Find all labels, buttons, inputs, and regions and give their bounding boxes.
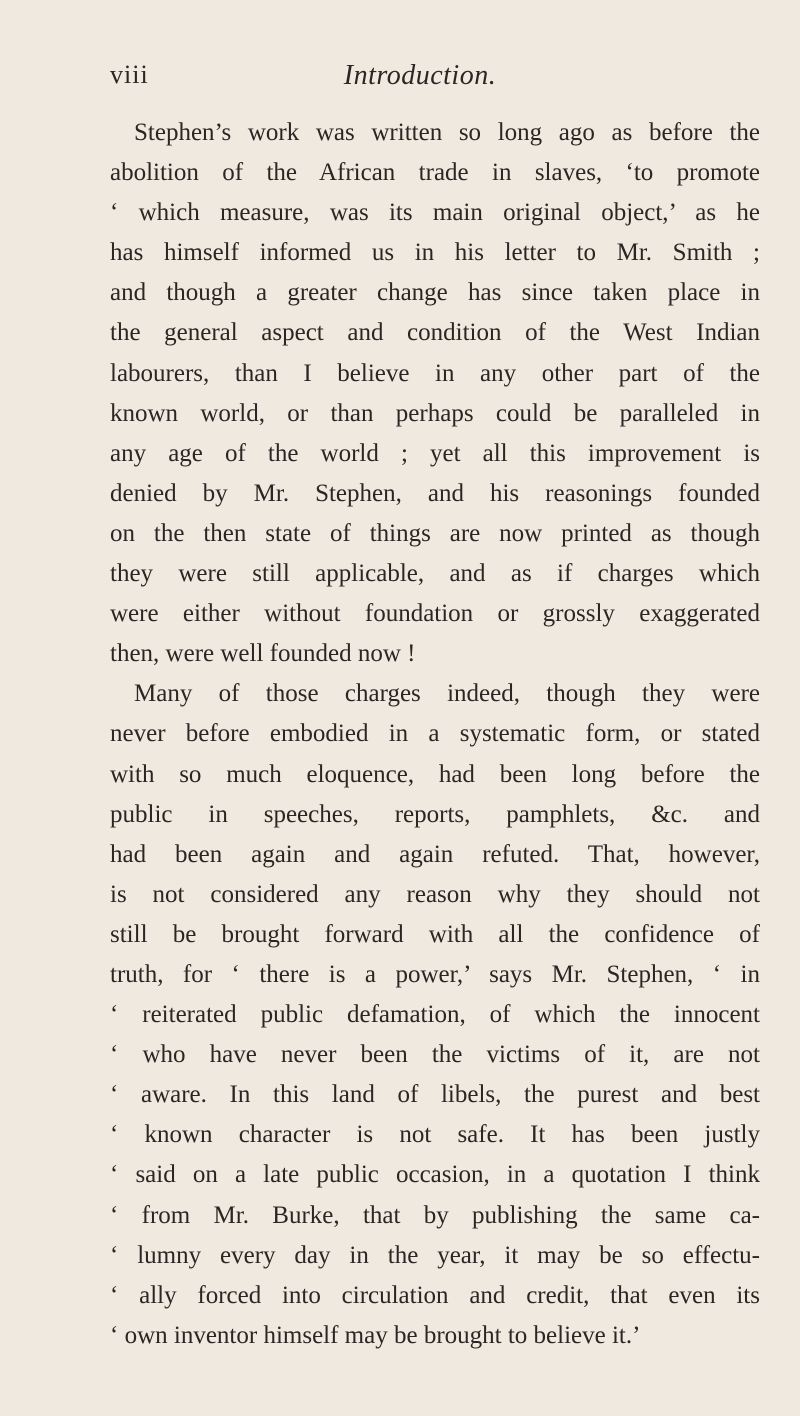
text-line: were either without foundation or grossly exaggerated xyxy=(110,600,760,628)
text-line: ‘ lumny every day in the year, it may be so effectu- xyxy=(110,1241,760,1269)
text-line: truth, for ‘ there is a power,’ says Mr. Stephen, ‘ in xyxy=(110,960,760,988)
text-line: Stephen’s work was written so long ago as before the xyxy=(134,119,760,146)
text-line: ‘ aware. In this land of libels, the purest and best xyxy=(110,1081,760,1109)
text-line: Many of those charges indeed, though they were xyxy=(134,680,760,708)
text-line: ‘ from Mr. Burke, that by publishing the same ca- xyxy=(110,1201,760,1229)
text-line: and though a greater change has since taken place in xyxy=(110,279,760,307)
text-line: they were still applicable, and as if charges which xyxy=(110,560,760,588)
text-line: denied by Mr. Stephen, and his reasonings founded xyxy=(110,479,760,507)
text-line: ‘ known character is not safe. It has been justly xyxy=(110,1121,760,1149)
text-line: public in speeches, reports, pamphlets, &c. and xyxy=(110,800,760,828)
text-line: ‘ ally forced into circulation and credit, that even its xyxy=(110,1281,760,1309)
text-line: never before embodied in a systematic form, or stated xyxy=(110,720,760,748)
text-line: has himself informed us in his letter to Mr. Smith ; xyxy=(110,239,760,267)
running-head-title: Introduction. xyxy=(343,60,497,91)
text-line: then, were well founded now ! xyxy=(110,640,416,668)
text-line: any age of the world ; yet all this improvement is xyxy=(110,439,760,467)
text-line: known world, or than perhaps could be paralleled in xyxy=(110,399,760,427)
text-line: abolition of the African trade in slaves, ‘to promote xyxy=(110,159,760,187)
text-line: ‘ own inventor himself may be brought to believe it.’ xyxy=(110,1321,641,1349)
page-number: viii xyxy=(110,60,149,89)
body-text xyxy=(110,113,760,1356)
text-line: had been again and again refuted. That, however, xyxy=(110,840,760,868)
running-head xyxy=(110,60,730,100)
text-line: ‘ said on a late public occasion, in a quotation I think xyxy=(110,1161,760,1189)
text-line: on the then state of things are now printed as though xyxy=(110,519,760,547)
text-line: ‘ who have never been the victims of it, are not xyxy=(110,1041,760,1069)
text-line: is not considered any reason why they should not xyxy=(110,880,760,908)
text-line: the general aspect and condition of the West Indian xyxy=(110,319,760,347)
text-line: ‘ which measure, was its main original object,’ as he xyxy=(110,199,760,227)
text-line: ‘ reiterated public defamation, of which the innocent xyxy=(110,1001,760,1029)
text-line: still be brought forward with all the confidence of xyxy=(110,920,760,948)
text-line: with so much eloquence, had been long before the xyxy=(110,760,760,788)
text-line: labourers, than I believe in any other part of the xyxy=(110,359,760,387)
